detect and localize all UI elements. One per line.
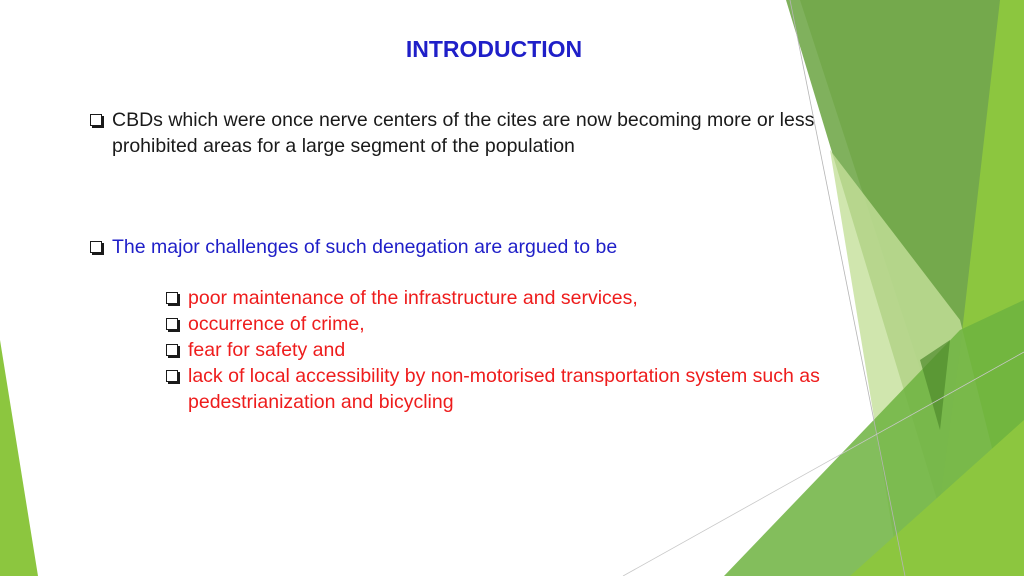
sub-bullet-item	[166, 337, 345, 363]
checkbox-bullet-icon	[90, 114, 102, 126]
bullet-item-cbd	[90, 107, 892, 159]
bullet-item-challenges	[90, 234, 617, 260]
sub-bullet-text: poor maintenance of the infrastructure and services,	[188, 287, 638, 309]
checkbox-bullet-icon	[166, 370, 178, 382]
green-facet-left	[0, 340, 38, 576]
sub-bullet-item	[166, 311, 365, 337]
sub-bullet-text: occurrence of crime,	[188, 313, 365, 335]
checkbox-bullet-icon	[90, 241, 102, 253]
sub-bullet-item	[166, 285, 638, 311]
sub-bullet-item	[166, 363, 888, 415]
checkbox-bullet-icon	[166, 292, 178, 304]
sub-bullet-text: lack of local accessibility by non-motorised transportation system such as pedestrianization and bicycling	[188, 365, 820, 413]
checkbox-bullet-icon	[166, 318, 178, 330]
checkbox-bullet-icon	[166, 344, 178, 356]
page-title: INTRODUCTION	[405, 36, 583, 62]
bullet-text: CBDs which were once nerve centers of the cites are now becoming more or less prohibited areas for a large segment of the population	[112, 109, 815, 157]
sub-bullet-text: fear for safety and	[188, 339, 346, 361]
bullet-text: The major challenges of such denegation are argued to be	[112, 236, 618, 258]
